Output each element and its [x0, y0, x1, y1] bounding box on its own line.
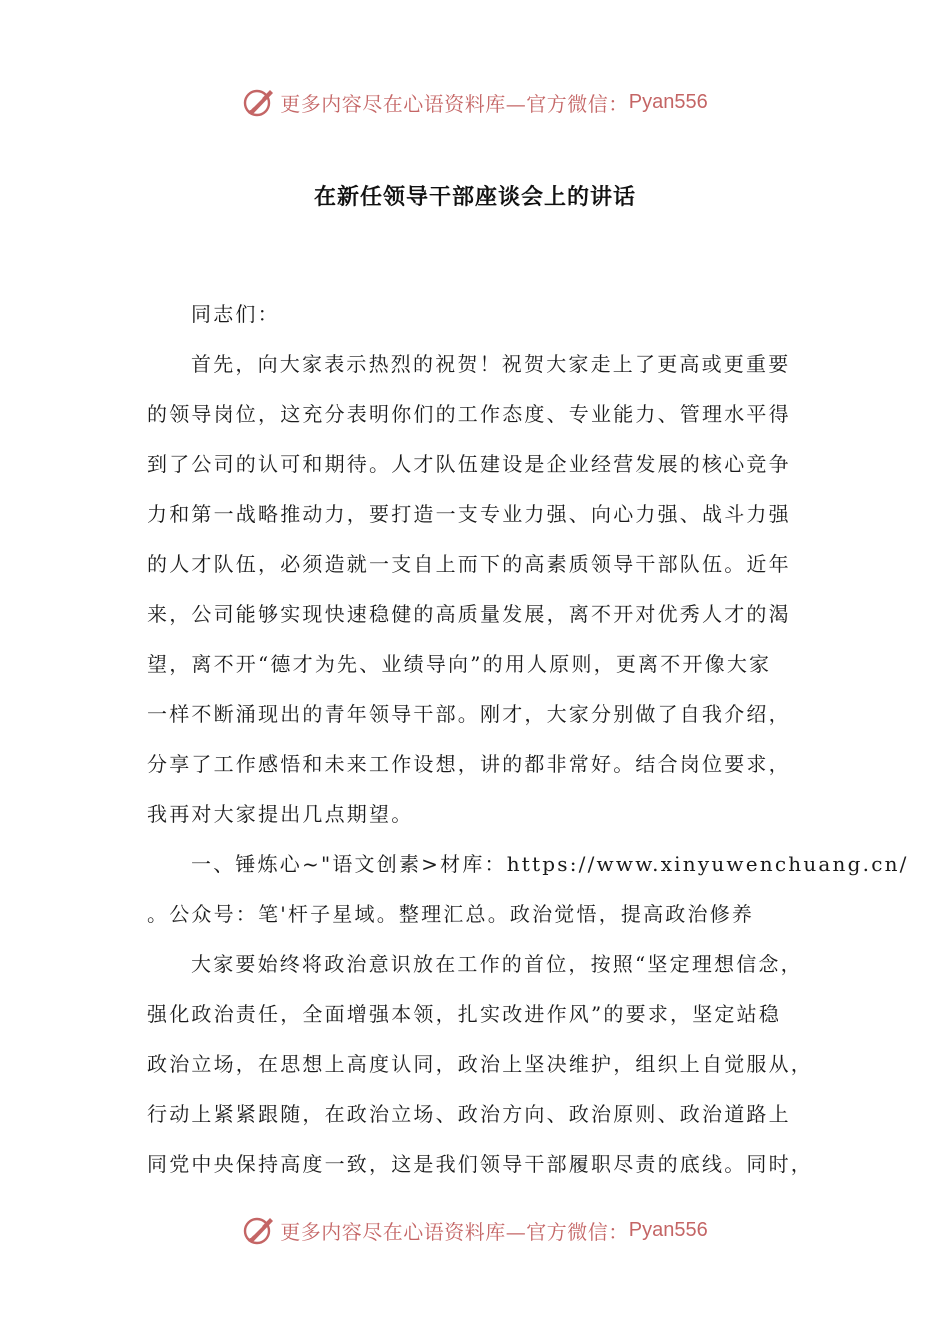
paragraph-line: 来，公司能够实现快速稳健的高质量发展，离不开对优秀人才的渴	[147, 602, 791, 626]
section-heading-line: 一、锤炼心~"语文创素>材库：https://www.xinyuwenchuang.cn/	[191, 852, 909, 876]
paragraph-line: 分享了工作感悟和未来工作设想，讲的都非常好。结合岗位要求，	[147, 752, 791, 776]
paragraph-line: 望，离不开“德才为先、业绩导向”的用人原则，更离不开像大家	[147, 652, 772, 676]
banner-wechat-id: Pyan556	[628, 1218, 708, 1241]
footer-watermark-banner	[0, 1210, 950, 1250]
paragraph-line: 的领导岗位，这充分表明你们的工作态度、专业能力、管理水平得	[147, 402, 791, 426]
paragraph-line: 行动上紧紧跟随，在政治立场、政治方向、政治原则、政治道路上	[147, 1102, 791, 1126]
banner-text: 更多内容尽在心语资料库—官方微信：	[280, 91, 629, 116]
paragraph-line: 到了公司的认可和期待。人才队伍建设是企业经营发展的核心竞争	[147, 452, 791, 476]
banner-text: 更多内容尽在心语资料库—官方微信：	[280, 1219, 629, 1244]
paragraph-line: 强化政治责任，全面增强本领，扎实改进作风”的要求，坚定站稳	[147, 1002, 782, 1026]
header-watermark-banner	[0, 82, 950, 122]
paragraph-line: 同党中央保持高度一致，这是我们领导干部履职尽责的底线。同时，	[147, 1152, 813, 1176]
paragraph-line: 一样不断涌现出的青年领导干部。刚才，大家分别做了自我介绍，	[147, 702, 791, 726]
document-body	[147, 296, 909, 1196]
paragraph-line: 的人才队伍，必须造就一支自上而下的高素质领导干部队伍。近年	[147, 552, 791, 576]
paragraph-line: 政治立场，在思想上高度认同，政治上坚决维护，组织上自觉服从，	[147, 1052, 813, 1076]
document-title: 在新任领导干部座谈会上的讲话	[313, 184, 636, 210]
section-heading-line: 。公众号：笔'杆子星域。整理汇总。政治觉悟，提高政治修养	[147, 902, 755, 926]
quill-pen-logo-icon	[242, 1213, 276, 1247]
paragraph-line: 我再对大家提出几点期望。	[147, 802, 414, 826]
quill-pen-logo-icon	[242, 85, 276, 119]
paragraph-line: 大家要始终将政治意识放在工作的首位，按照“坚定理想信念，	[191, 952, 803, 976]
paragraph-line: 首先，向大家表示热烈的祝贺！祝贺大家走上了更高或更重要	[191, 352, 791, 376]
salutation-line: 同志们：	[191, 302, 280, 326]
banner-wechat-id: Pyan556	[628, 90, 708, 113]
paragraph-line: 力和第一战略推动力，要打造一支专业力强、向心力强、战斗力强	[147, 502, 791, 526]
